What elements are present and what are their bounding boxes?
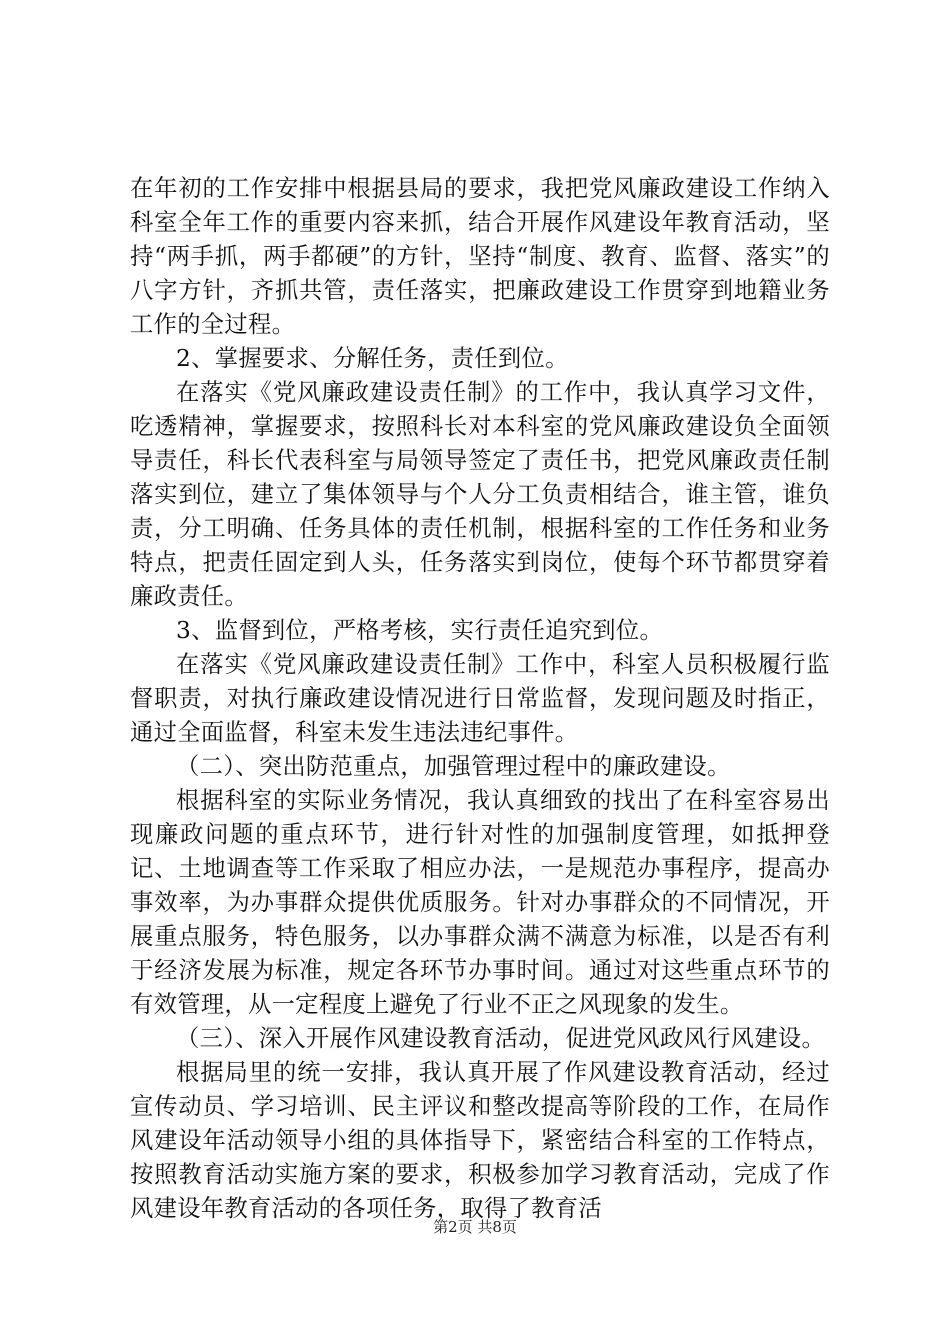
paragraph-key-points: 根据科室的实际业务情况，我认真细致的找出了在科室容易出现廉政问题的重点环节，进行针对性的加强制度管理，如抵押登记、土地调查等工作采取了相应办法，一是规范办事程序，提高办事效率，为办事群众提供优质服务。针对办事群众的不同情况，开展重点服务，特色服务，以办事群众满不满意为标准，以是否有利于经济发展为标准，规定各环节办事时间。通过对这些重点环节的有效管理，从一定程度上避免了行业不正之风现象的发生。	[130, 787, 830, 1018]
heading-item-3: 3、监督到位，严格考核，实行责任追究到位。	[176, 617, 664, 644]
heading-item-2: 2、掌握要求、分解任务，责任到位。	[176, 345, 569, 372]
document-body	[130, 172, 830, 1226]
paragraph-supervision: 在落实《党风廉政建设责任制》工作中，科室人员积极履行监督职责，对执行廉政建设情况进行日常监督，发现问题及时指正，通过全面监督，科室未发生违法违纪事件。	[130, 651, 830, 746]
paragraph-continuation: 在年初的工作安排中根据县局的要求，我把党风廉政建设工作纳入科室全年工作的重要内容来抓，结合开展作风建设年教育活动，坚持“两手抓，两手都硬”的方针，坚持“制度、教育、监督、落实”的八字方针，齐抓共管，责任落实，把廉政建设工作贯穿到地籍业务工作的全过程。	[130, 175, 830, 338]
page-number-footer: 第2页 共8页	[433, 1218, 517, 1236]
heading-section-3: （三）、深入开展作风建设教育活动，促进党风政风行风建设。	[176, 1025, 826, 1052]
heading-section-2: （二）、突出防范重点，加强管理过程中的廉政建设。	[176, 753, 731, 780]
paragraph-responsibility-system: 在落实《党风廉政建设责任制》的工作中，我认真学习文件，吃透精神，掌握要求，按照科长对本科室的党风廉政建设负全面领导责任，科长代表科室与局领导签定了责任书，把党风廉政责任制落实到位，建立了集体领导与个人分工负责相结合，谁主管，谁负责，分工明确、任务具体的责任机制，根据科室的工作任务和业务特点，把责任固定到人头，任务落实到岗位，使每个环节都贯穿着廉政责任。	[130, 379, 830, 610]
paragraph-education-activity: 根据局里的统一安排，我认真开展了作风建设教育活动，经过宣传动员、学习培训、民主评议和整改提高等阶段的工作，在局作风建设年活动领导小组的具体指导下，紧密结合科室的工作特点，按照教育活动实施方案的要求，积极参加学习教育活动，完成了作风建设年教育活动的各项任务，取得了教育活	[130, 1059, 830, 1222]
